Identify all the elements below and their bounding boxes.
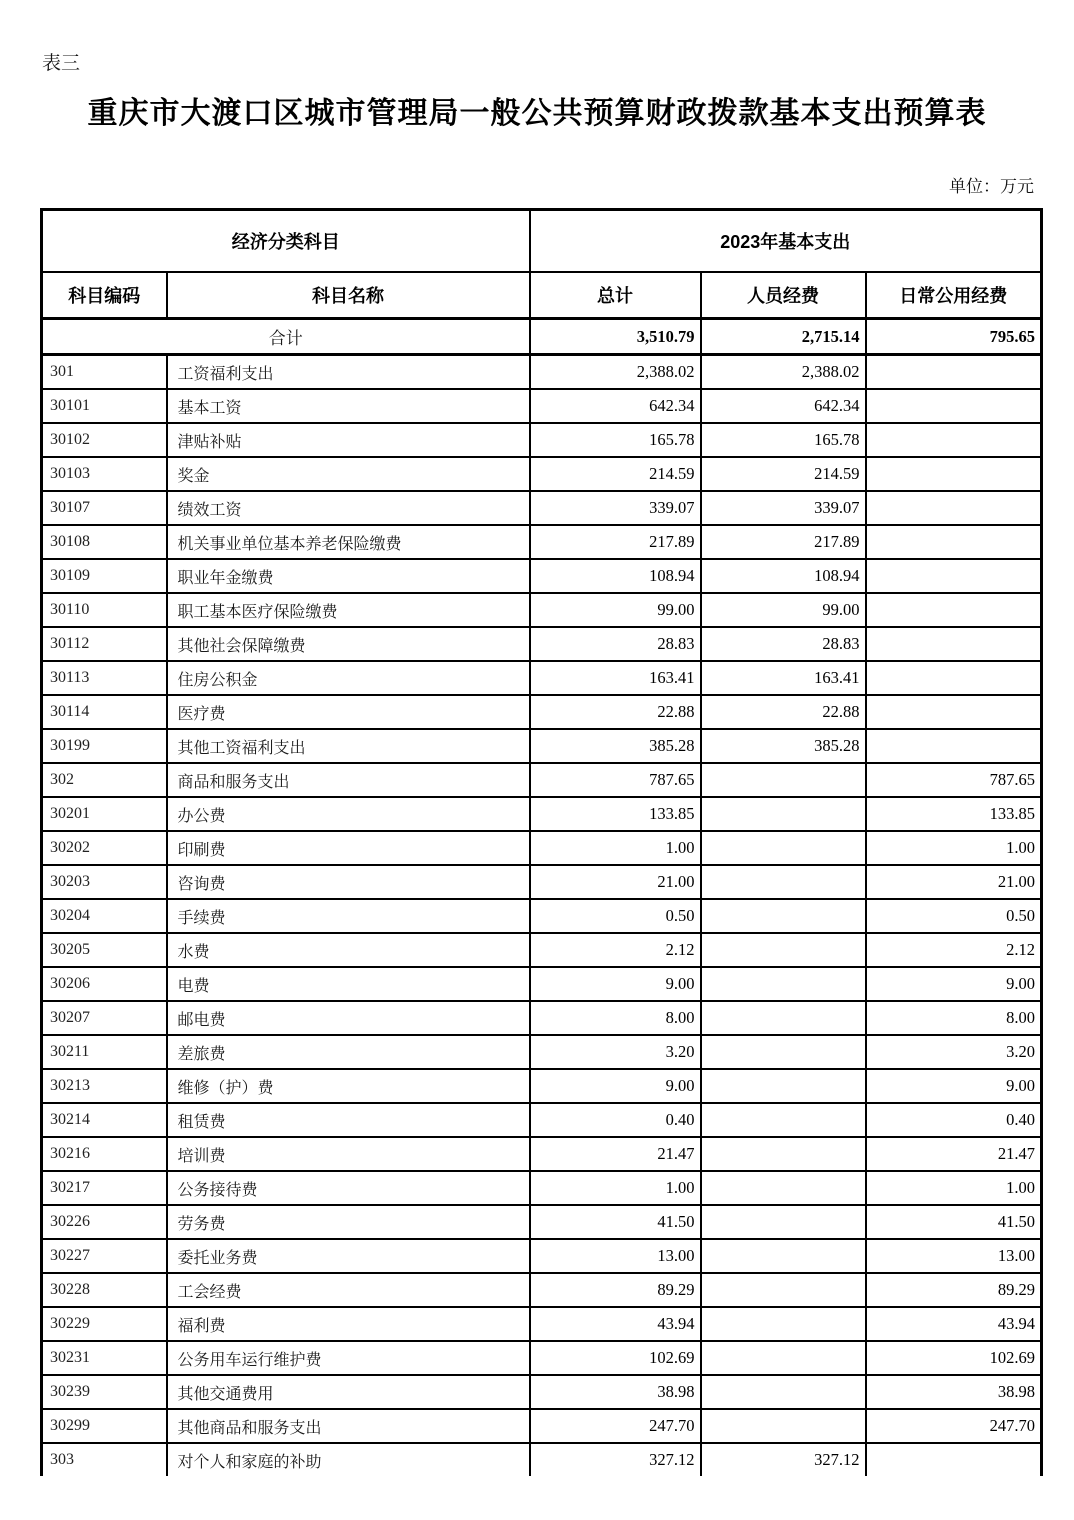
table-row	[42, 457, 1042, 491]
personnel-funds-cell: 108.94	[701, 559, 866, 593]
subject-name-cell: 绩效工资	[167, 491, 530, 525]
daily-public-funds-cell: 43.94	[866, 1307, 1042, 1341]
daily-public-funds-cell	[866, 593, 1042, 627]
subject-name-cell: 水费	[167, 933, 530, 967]
table-row	[42, 763, 1042, 797]
table-row	[42, 1103, 1042, 1137]
grand-total-total-cell: 3,510.79	[530, 319, 701, 355]
total-cell: 22.88	[530, 695, 701, 729]
table-row	[42, 1375, 1042, 1409]
personnel-funds-cell	[701, 797, 866, 831]
subject-code-cell: 301	[42, 355, 167, 390]
daily-public-funds-cell: 133.85	[866, 797, 1042, 831]
total-cell: 41.50	[530, 1205, 701, 1239]
total-cell: 9.00	[530, 967, 701, 1001]
table-row	[42, 899, 1042, 933]
subject-code-cell: 30114	[42, 695, 167, 729]
subject-code-cell: 30107	[42, 491, 167, 525]
subject-name-cell: 维修（护）费	[167, 1069, 530, 1103]
column-header-personnel-funds: 人员经费	[701, 272, 866, 319]
daily-public-funds-cell	[866, 559, 1042, 593]
table-body	[42, 319, 1042, 1477]
daily-public-funds-cell: 102.69	[866, 1341, 1042, 1375]
header-2023-basic-expenditure: 2023年基本支出	[530, 210, 1042, 273]
grand-total-personnel-cell: 2,715.14	[701, 319, 866, 355]
table-row	[42, 1137, 1042, 1171]
subject-code-cell: 30231	[42, 1341, 167, 1375]
daily-public-funds-cell: 89.29	[866, 1273, 1042, 1307]
subject-code-cell: 30226	[42, 1205, 167, 1239]
daily-public-funds-cell	[866, 661, 1042, 695]
personnel-funds-cell	[701, 831, 866, 865]
table-row	[42, 525, 1042, 559]
subject-code-cell: 30229	[42, 1307, 167, 1341]
subject-code-cell: 30101	[42, 389, 167, 423]
daily-public-funds-cell: 2.12	[866, 933, 1042, 967]
daily-public-funds-cell	[866, 1443, 1042, 1476]
table-row	[42, 1443, 1042, 1476]
subject-name-cell: 其他交通费用	[167, 1375, 530, 1409]
subject-code-cell: 30113	[42, 661, 167, 695]
subject-code-cell: 30239	[42, 1375, 167, 1409]
subject-code-cell: 30102	[42, 423, 167, 457]
personnel-funds-cell	[701, 763, 866, 797]
subject-code-cell: 30202	[42, 831, 167, 865]
personnel-funds-cell: 2,388.02	[701, 355, 866, 390]
daily-public-funds-cell	[866, 355, 1042, 390]
daily-public-funds-cell: 8.00	[866, 1001, 1042, 1035]
total-cell: 217.89	[530, 525, 701, 559]
table-number-label: 表三	[42, 53, 81, 74]
unit-note: 单位：万元	[949, 177, 1034, 196]
personnel-funds-cell	[701, 1239, 866, 1273]
table-row	[42, 491, 1042, 525]
total-cell: 385.28	[530, 729, 701, 763]
subject-code-cell: 302	[42, 763, 167, 797]
total-cell: 787.65	[530, 763, 701, 797]
daily-public-funds-cell	[866, 457, 1042, 491]
budget-table	[40, 208, 1043, 1476]
subject-name-cell: 职工基本医疗保险缴费	[167, 593, 530, 627]
column-header-subject-code: 科目编码	[42, 272, 167, 319]
grand-total-label: 合计	[42, 319, 530, 355]
subject-code-cell: 30199	[42, 729, 167, 763]
total-cell: 108.94	[530, 559, 701, 593]
daily-public-funds-cell: 1.00	[866, 1171, 1042, 1205]
daily-public-funds-cell: 0.50	[866, 899, 1042, 933]
total-cell: 9.00	[530, 1069, 701, 1103]
personnel-funds-cell: 165.78	[701, 423, 866, 457]
daily-public-funds-cell	[866, 729, 1042, 763]
daily-public-funds-cell	[866, 525, 1042, 559]
personnel-funds-cell: 214.59	[701, 457, 866, 491]
total-cell: 163.41	[530, 661, 701, 695]
daily-public-funds-cell: 9.00	[866, 967, 1042, 1001]
daily-public-funds-cell: 0.40	[866, 1103, 1042, 1137]
personnel-funds-cell	[701, 1205, 866, 1239]
table-row	[42, 729, 1042, 763]
subject-code-cell: 30108	[42, 525, 167, 559]
daily-public-funds-cell: 13.00	[866, 1239, 1042, 1273]
personnel-funds-cell	[701, 1069, 866, 1103]
daily-public-funds-cell	[866, 491, 1042, 525]
subject-code-cell: 30206	[42, 967, 167, 1001]
daily-public-funds-cell	[866, 389, 1042, 423]
subject-name-cell: 租赁费	[167, 1103, 530, 1137]
total-cell: 21.47	[530, 1137, 701, 1171]
total-cell: 1.00	[530, 1171, 701, 1205]
personnel-funds-cell	[701, 1273, 866, 1307]
total-cell: 327.12	[530, 1443, 701, 1476]
total-cell: 642.34	[530, 389, 701, 423]
table-row	[42, 1307, 1042, 1341]
subject-code-cell: 30203	[42, 865, 167, 899]
daily-public-funds-cell: 21.47	[866, 1137, 1042, 1171]
subject-code-cell: 30216	[42, 1137, 167, 1171]
table-row	[42, 627, 1042, 661]
table-row	[42, 389, 1042, 423]
total-cell: 3.20	[530, 1035, 701, 1069]
subject-name-cell: 邮电费	[167, 1001, 530, 1035]
personnel-funds-cell	[701, 1307, 866, 1341]
daily-public-funds-cell: 787.65	[866, 763, 1042, 797]
personnel-funds-cell: 99.00	[701, 593, 866, 627]
grand-total-row	[42, 319, 1042, 355]
table-row	[42, 593, 1042, 627]
subject-name-cell: 工资福利支出	[167, 355, 530, 390]
personnel-funds-cell	[701, 1103, 866, 1137]
subject-name-cell: 其他社会保障缴费	[167, 627, 530, 661]
subject-code-cell: 30227	[42, 1239, 167, 1273]
total-cell: 247.70	[530, 1409, 701, 1443]
page-title: 重庆市大渡口区城市管理局一般公共预算财政拨款基本支出预算表	[87, 97, 987, 130]
table-row	[42, 695, 1042, 729]
subject-name-cell: 奖金	[167, 457, 530, 491]
table-row	[42, 355, 1042, 390]
daily-public-funds-cell	[866, 627, 1042, 661]
personnel-funds-cell: 339.07	[701, 491, 866, 525]
table-row	[42, 423, 1042, 457]
table-row	[42, 933, 1042, 967]
subject-name-cell: 办公费	[167, 797, 530, 831]
subject-code-cell: 30214	[42, 1103, 167, 1137]
daily-public-funds-cell: 1.00	[866, 831, 1042, 865]
total-cell: 43.94	[530, 1307, 701, 1341]
column-header-daily-public-funds: 日常公用经费	[866, 272, 1042, 319]
subject-name-cell: 商品和服务支出	[167, 763, 530, 797]
table-row	[42, 1239, 1042, 1273]
personnel-funds-cell	[701, 967, 866, 1001]
subject-code-cell: 30211	[42, 1035, 167, 1069]
table-row	[42, 865, 1042, 899]
subject-code-cell: 30109	[42, 559, 167, 593]
personnel-funds-cell	[701, 1375, 866, 1409]
subject-name-cell: 职业年金缴费	[167, 559, 530, 593]
subject-name-cell: 劳务费	[167, 1205, 530, 1239]
total-cell: 339.07	[530, 491, 701, 525]
header-economic-classification: 经济分类科目	[42, 210, 530, 273]
subject-code-cell: 30207	[42, 1001, 167, 1035]
subject-name-cell: 机关事业单位基本养老保险缴费	[167, 525, 530, 559]
daily-public-funds-cell: 9.00	[866, 1069, 1042, 1103]
subject-name-cell: 工会经费	[167, 1273, 530, 1307]
subject-code-cell: 30228	[42, 1273, 167, 1307]
table-row	[42, 1035, 1042, 1069]
daily-public-funds-cell: 38.98	[866, 1375, 1042, 1409]
subject-code-cell: 30213	[42, 1069, 167, 1103]
subject-name-cell: 印刷费	[167, 831, 530, 865]
personnel-funds-cell	[701, 1341, 866, 1375]
total-cell: 2.12	[530, 933, 701, 967]
table-row	[42, 1341, 1042, 1375]
table-header	[42, 210, 1042, 319]
subject-code-cell: 30204	[42, 899, 167, 933]
column-header-subject-name: 科目名称	[167, 272, 530, 319]
personnel-funds-cell	[701, 865, 866, 899]
total-cell: 28.83	[530, 627, 701, 661]
personnel-funds-cell	[701, 1137, 866, 1171]
table-row	[42, 661, 1042, 695]
personnel-funds-cell: 217.89	[701, 525, 866, 559]
subject-name-cell: 住房公积金	[167, 661, 530, 695]
total-cell: 165.78	[530, 423, 701, 457]
total-cell: 0.40	[530, 1103, 701, 1137]
daily-public-funds-cell: 3.20	[866, 1035, 1042, 1069]
subject-code-cell: 30205	[42, 933, 167, 967]
subject-name-cell: 津贴补贴	[167, 423, 530, 457]
subject-name-cell: 差旅费	[167, 1035, 530, 1069]
column-header-total: 总计	[530, 272, 701, 319]
total-cell: 38.98	[530, 1375, 701, 1409]
subject-code-cell: 30103	[42, 457, 167, 491]
personnel-funds-cell	[701, 1171, 866, 1205]
personnel-funds-cell: 28.83	[701, 627, 866, 661]
table-row	[42, 1409, 1042, 1443]
subject-name-cell: 福利费	[167, 1307, 530, 1341]
subject-name-cell: 电费	[167, 967, 530, 1001]
subject-name-cell: 培训费	[167, 1137, 530, 1171]
subject-name-cell: 医疗费	[167, 695, 530, 729]
subject-name-cell: 公务用车运行维护费	[167, 1341, 530, 1375]
header-group-row	[42, 210, 1042, 273]
personnel-funds-cell	[701, 899, 866, 933]
subject-name-cell: 基本工资	[167, 389, 530, 423]
daily-public-funds-cell: 21.00	[866, 865, 1042, 899]
total-cell: 21.00	[530, 865, 701, 899]
subject-name-cell: 委托业务费	[167, 1239, 530, 1273]
subject-code-cell: 30217	[42, 1171, 167, 1205]
total-cell: 13.00	[530, 1239, 701, 1273]
daily-public-funds-cell: 247.70	[866, 1409, 1042, 1443]
personnel-funds-cell: 327.12	[701, 1443, 866, 1476]
table-row	[42, 559, 1042, 593]
personnel-funds-cell: 163.41	[701, 661, 866, 695]
total-cell: 133.85	[530, 797, 701, 831]
subject-name-cell: 其他商品和服务支出	[167, 1409, 530, 1443]
table-row	[42, 1171, 1042, 1205]
subject-code-cell: 30299	[42, 1409, 167, 1443]
personnel-funds-cell	[701, 1035, 866, 1069]
subject-code-cell: 30112	[42, 627, 167, 661]
personnel-funds-cell: 385.28	[701, 729, 866, 763]
total-cell: 99.00	[530, 593, 701, 627]
subject-code-cell: 30201	[42, 797, 167, 831]
header-columns-row	[42, 272, 1042, 319]
subject-name-cell: 对个人和家庭的补助	[167, 1443, 530, 1476]
table-row	[42, 1001, 1042, 1035]
subject-name-cell: 其他工资福利支出	[167, 729, 530, 763]
total-cell: 8.00	[530, 1001, 701, 1035]
personnel-funds-cell	[701, 1409, 866, 1443]
grand-total-daily-cell: 795.65	[866, 319, 1042, 355]
total-cell: 1.00	[530, 831, 701, 865]
table-row	[42, 1273, 1042, 1307]
subject-code-cell: 303	[42, 1443, 167, 1476]
subject-name-cell: 手续费	[167, 899, 530, 933]
total-cell: 102.69	[530, 1341, 701, 1375]
daily-public-funds-cell	[866, 423, 1042, 457]
personnel-funds-cell	[701, 1001, 866, 1035]
subject-name-cell: 公务接待费	[167, 1171, 530, 1205]
table-row	[42, 1205, 1042, 1239]
total-cell: 0.50	[530, 899, 701, 933]
daily-public-funds-cell: 41.50	[866, 1205, 1042, 1239]
daily-public-funds-cell	[866, 695, 1042, 729]
personnel-funds-cell	[701, 933, 866, 967]
total-cell: 89.29	[530, 1273, 701, 1307]
total-cell: 2,388.02	[530, 355, 701, 390]
subject-code-cell: 30110	[42, 593, 167, 627]
table-row	[42, 1069, 1042, 1103]
table-row	[42, 967, 1042, 1001]
table-row	[42, 831, 1042, 865]
personnel-funds-cell: 642.34	[701, 389, 866, 423]
personnel-funds-cell: 22.88	[701, 695, 866, 729]
subject-name-cell: 咨询费	[167, 865, 530, 899]
total-cell: 214.59	[530, 457, 701, 491]
table-row	[42, 797, 1042, 831]
